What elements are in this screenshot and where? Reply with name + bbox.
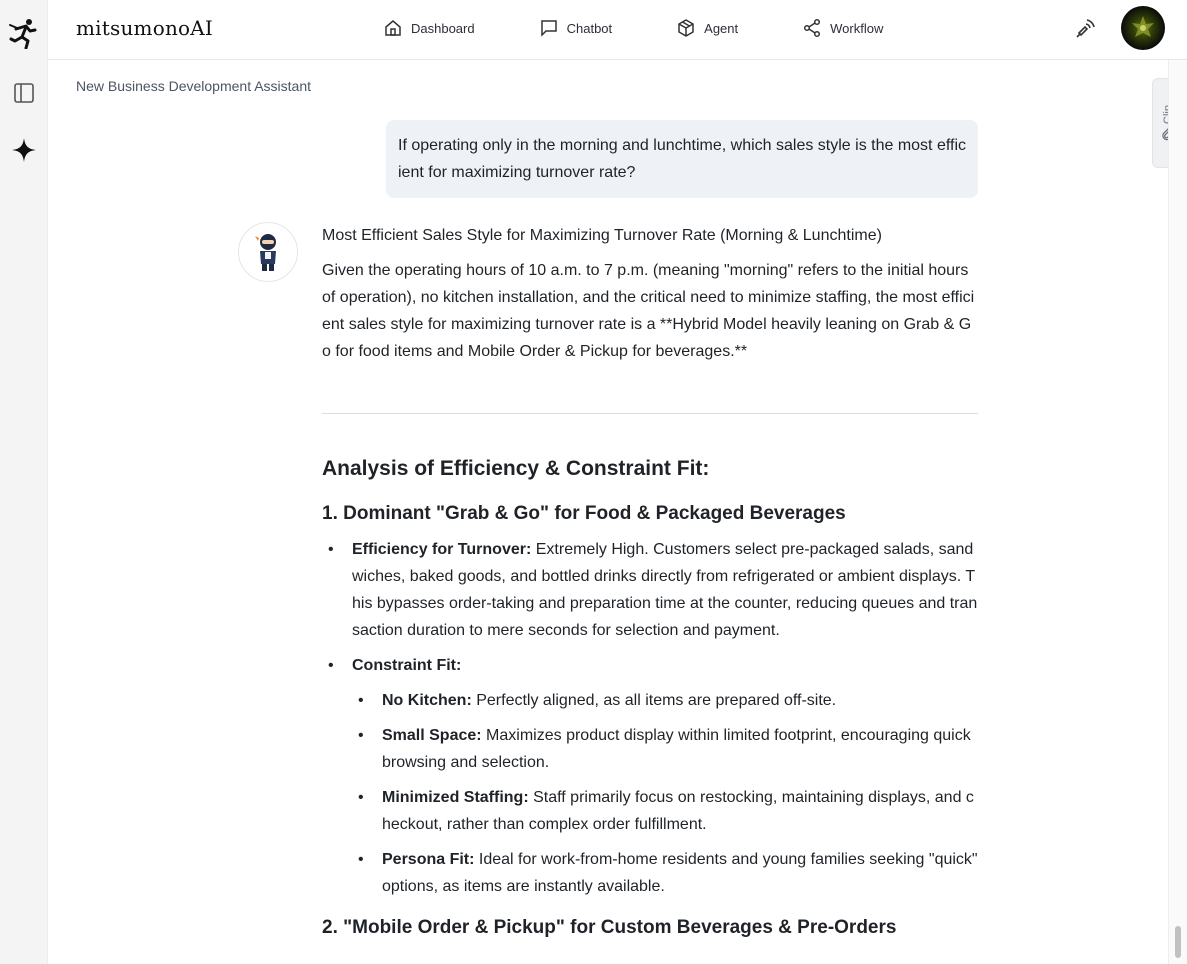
list-item [352, 784, 978, 838]
brand-title: mitsumonoAI [76, 16, 214, 40]
nav-chatbot-label: Chatbot [566, 20, 613, 36]
bullet-text: Maximizes product display within limited footprint, encouraging quick browsing and selection. [382, 727, 971, 771]
ninja-icon [253, 232, 283, 272]
nav-agent-label: Agent [704, 20, 739, 36]
list-item [352, 846, 978, 900]
bullet-label: Persona Fit: [382, 851, 475, 868]
logo-runner-icon[interactable] [8, 17, 40, 49]
scrollbar-thumb[interactable] [1175, 926, 1181, 958]
bot-avatar [238, 222, 298, 282]
bullet-label: No Kitchen: [382, 692, 472, 709]
chat-icon [539, 18, 559, 38]
sidebar-toggle-icon[interactable] [8, 77, 40, 109]
top-header [48, 0, 1187, 60]
list-item [352, 722, 978, 776]
nav-dashboard[interactable] [383, 17, 475, 39]
section-1-list [322, 536, 978, 900]
list-item [322, 536, 978, 644]
section-2-heading: 2. "Mobile Order & Pickup" for Custom Beverages & Pre-Orders [322, 917, 897, 938]
answer-title: Most Efficient Sales Style for Maximizing Turnover Rate (Morning & Lunchtime) [322, 227, 882, 244]
scrollbar[interactable] [1168, 60, 1187, 964]
share-icon [802, 18, 822, 38]
bullet-label: Small Space: [382, 727, 482, 744]
divider [322, 413, 978, 414]
analysis-heading: Analysis of Efficiency & Constraint Fit: [322, 457, 710, 480]
connection-icon[interactable] [1073, 17, 1097, 41]
nav-workflow-label: Workflow [830, 20, 884, 36]
nav-workflow[interactable] [802, 17, 883, 39]
bullet-text: Ideal for work-from-home residents and young families seeking "quick" options, as items are instantly available. [382, 851, 978, 895]
bullet-label: Efficiency for Turnover: [352, 541, 532, 558]
bullet-text: Perfectly aligned, as all items are prepared off-site. [471, 692, 837, 709]
breadcrumb: New Business Development Assistant [76, 78, 311, 94]
user-message-bubble: If operating only in the morning and lunchtime, which sales style is the most efficient for maximizing turnover rate? [386, 120, 978, 198]
user-avatar[interactable] [1121, 6, 1165, 50]
nav-agent[interactable] [676, 17, 738, 39]
constraint-sublist [352, 687, 978, 900]
left-rail [0, 0, 48, 964]
list-item [322, 652, 978, 900]
bullet-label: Constraint Fit: [352, 657, 462, 674]
answer-intro: Given the operating hours of 10 a.m. to 7 p.m. (meaning "morning" refers to the initial hours of operation), no kitchen installation, and the critical need to minimize staffing, the most efficient sales style for maximizing turnover rate is a **Hybrid Model heavily leaning on Grab & Go for food items and Mobile Order & Pickup for beverages.** [322, 262, 975, 360]
assistant-answer [322, 222, 978, 950]
sparkle-icon[interactable] [8, 134, 40, 166]
bullet-label: Minimized Staffing: [382, 789, 529, 806]
cube-icon [676, 18, 696, 38]
list-item [352, 687, 978, 714]
nav-dashboard-label: Dashboard [411, 20, 475, 36]
section-1-heading: 1. Dominant "Grab & Go" for Food & Packaged Beverages [322, 503, 846, 524]
nav-chatbot[interactable] [539, 17, 613, 39]
bullet-text: Extremely High. Customers select pre-packaged salads, sandwiches, baked goods, and bottled drinks directly from refrigerated or ambient displays. This bypasses order-taking and preparation time at the counter, reducing queues and transaction duration to mere seconds for selection and payment. [352, 541, 978, 639]
main-nav [383, 17, 883, 39]
home-icon [383, 18, 403, 38]
bullet-text: Staff primarily focus on restocking, maintaining displays, and checkout, rather than complex order fulfillment. [382, 789, 974, 833]
